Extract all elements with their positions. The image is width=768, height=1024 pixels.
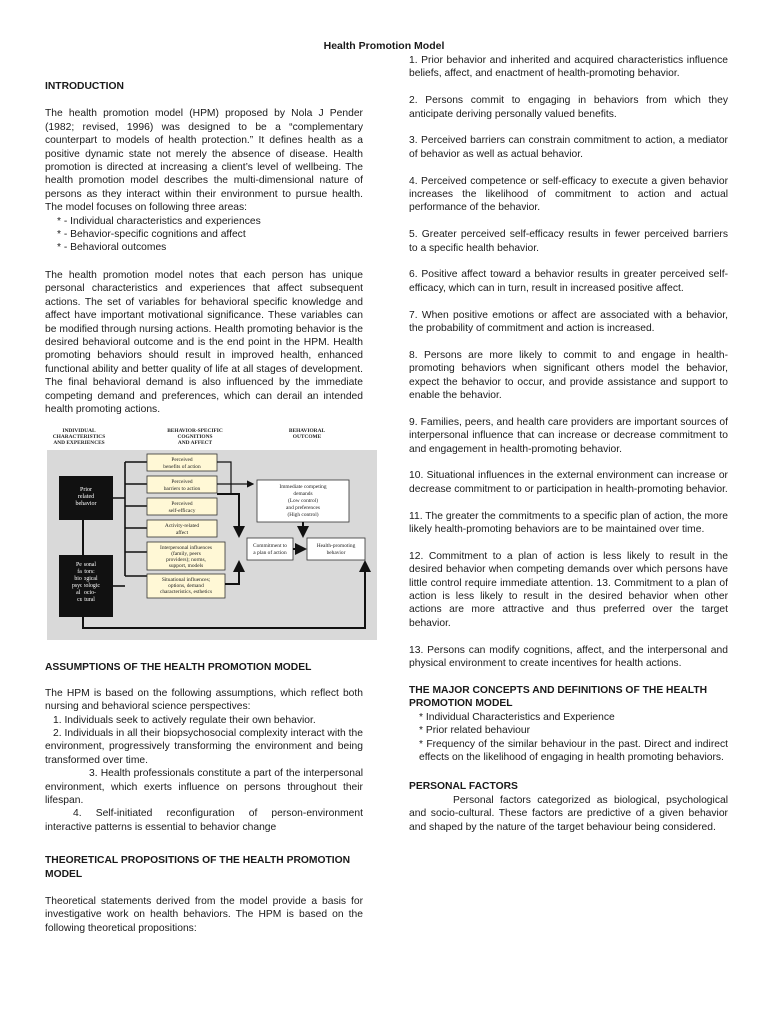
- diagram-col2-header: BEHAVIOR-SPECIFIC COGNITIONS AND AFFECT: [167, 428, 223, 447]
- introduction-heading: INTRODUCTION: [45, 81, 124, 92]
- proposition-item: 8. Persons are more likely to commit to and engage in health-promoting behaviors when significant others model the behavior, expect the behavior to occur, and provide assistance and support to enable the behavior.: [409, 349, 728, 402]
- commitment-box: [247, 538, 293, 560]
- proposition-item: 2. Persons commit to engaging in behaviors from which they anticipate deriving personally valued benefits.: [409, 95, 728, 120]
- proposition-item: 7. When positive emotions or affect are associated with a behavior, the probability of commitment and action is increased.: [409, 309, 728, 335]
- perceived-barriers-label: Perceived barriers to action: [163, 479, 201, 493]
- proposition-item: 9. Families, peers, and health care providers are important sources of interpersonal influence that can increase or decrease commitment to and engagement in health-promoting behavior.: [409, 416, 728, 455]
- personal-factors-heading: PERSONAL FACTORS: [409, 781, 518, 793]
- assumption-item: 2. Individuals in all their biopsychosocial complexity interact with the environment, progressively transforming the environment and being transformed over time.: [45, 727, 363, 766]
- situational-influences-label: Situational influences; options, demand characteristics, esthetics: [159, 577, 213, 596]
- concepts-list: [409, 711, 728, 765]
- assumption-item: 3. Health professionals constitute a part of the interpersonal environment, which exerts influence on persons throughout their lifespan.: [45, 768, 363, 806]
- proposition-item: 12. Commitment to a plan of action is less likely to result in the desired behavior when competing demands over which persons have little control require immediate attention. 13. Commitment to a plan of action is less likely to result in the desired behavior when other actions are more attractive and thus preferred over the target behavior.: [409, 550, 728, 629]
- focus-area-item: * - Behavioral outcomes: [57, 242, 167, 254]
- proposition-item: 4. Perceived competence or self-efficacy to execute a given behavior increases the likelihood of commitment to action and actual performance of the behavior.: [409, 175, 728, 214]
- health-promoting-behavior-label: Health-promoting behavior: [316, 543, 356, 557]
- model-paragraph: The health promotion model notes that each person has unique personal characteristics and experiences that affect subsequent actions. The set of variables for behavioral specific knowledge and affect have important motivational significance. These variables can be modified through nursing actions. Health promoting behavior is the desired behavioral outcome and is the end point in the HPM. Health promoting behaviors should result in improved health, enhanced functional ability and better quality of life at all stages of development. The final behavioral demand is also influenced by the immediate competing demand and preferences, which can derail an intended health promoting actions.: [45, 269, 363, 415]
- diagram-col3-header: BEHAVIORAL OUTCOME: [288, 428, 326, 441]
- assumption-item: 4. Self-initiated reconfiguration of person-environment interactive patterns is essential to behavior change: [45, 808, 363, 833]
- page-title: Health Promotion Model: [323, 40, 445, 52]
- prior-related-behavior-label: Prior related behavior: [75, 487, 97, 508]
- proposition-item: 1. Prior behavior and inherited and acquired characteristics influence beliefs, affect, and enactment of health-promoting behavior.: [409, 55, 728, 80]
- health-promotion-model-diagram: [43, 424, 381, 641]
- commitment-label: Commitment to a plan of action: [253, 543, 287, 557]
- proposition-item: 11. The greater the commitments to a specific plan of action, the more likely health-promoting behaviors are to be maintained over time.: [409, 510, 728, 536]
- assumptions-list: [45, 714, 363, 835]
- focus-areas-list: [45, 215, 363, 255]
- assumption-item: 1. Individuals seek to actively regulate their own behavior.: [53, 714, 316, 726]
- proposition-item: 3. Perceived barriers can constrain commitment to action, a mediator of behavior as well as actual behavior.: [409, 135, 728, 160]
- competing-demands-label: Immediate competing demands (Low control) and preferences (High control): [279, 484, 327, 519]
- assumptions-intro: The HPM is based on the following assumptions, which reflect both nursing and behavioral science perspectives:: [45, 687, 363, 713]
- left-column: [45, 54, 363, 935]
- propositions-heading: THEORETICAL PROPOSITIONS OF THE HEALTH PROMOTION MODEL: [45, 855, 351, 880]
- focus-area-item: * - Individual characteristics and experiences: [57, 215, 261, 227]
- focus-area-item: * - Behavior-specific cognitions and affect: [57, 229, 246, 241]
- concept-item: * Individual Characteristics and Experience: [419, 711, 615, 723]
- assumptions-heading: ASSUMPTIONS OF THE HEALTH PROMOTION MODEL: [45, 662, 312, 674]
- right-column: [409, 54, 728, 834]
- propositions-intro: Theoretical statements derived from the model provide a basis for investigative work on health behaviors. The HPM is based on the following theoretical propositions:: [45, 896, 363, 934]
- perceived-benefits-label: Perceived benefits of action: [163, 457, 201, 471]
- concept-item: * Frequency of the similar behaviour in the past. Direct and indirect effects on the likelihood of engaging in health promoting behaviors.: [419, 738, 728, 763]
- activity-related-affect-label: Activity-related affect: [164, 523, 200, 537]
- diagram-col1-header: INDIVIDUAL CHARACTERISTICS AND EXPERIENCES: [52, 428, 106, 447]
- proposition-item: 10. Situational influences in the external environment can increase or decrease commitment to or participation in health-promoting behavior.: [409, 470, 728, 495]
- proposition-item: 13. Persons can modify cognitions, affect, and the interpersonal and physical environment to create incentives for health actions.: [409, 644, 728, 670]
- concepts-heading: THE MAJOR CONCEPTS AND DEFINITIONS OF THE HEALTH PROMOTION MODEL: [409, 684, 708, 710]
- proposition-item: 5. Greater perceived self-efficacy results in fewer perceived barriers to a specific health behavior.: [409, 229, 728, 254]
- introduction-paragraph: The health promotion model (HPM) proposed by Nola J Pender (1982; revised, 1996) was designed to be a “complementary counterpart to models of health protection.” It defines health as a positive dynamic state not merely the absence of disease. Health promotion is directed at increasing a client’s level of wellbeing. The health promotion model describes the multi-dimensional nature of persons as they interact within their environment to pursue health. The model focuses on following three areas:: [45, 108, 363, 214]
- health-promoting-behavior-box: [307, 538, 365, 560]
- interpersonal-influences-label: Interpersonal influences (family, peers providers); norms, support, models: [160, 545, 212, 570]
- personal-factors-label: Personal factors: biological psychologic al socio-cultural: [71, 562, 101, 604]
- proposition-item: 6. Positive affect toward a behavior results in greater perceived self-efficacy, which can in turn, result in increased positive affect.: [409, 269, 728, 294]
- concept-item: * Prior related behaviour: [419, 725, 531, 737]
- personal-factors-paragraph: Personal factors categorized as biological, psychological and socio-cultural. These factors are predictive of a given behavior and shaped by the nature of the target behaviour being considered.: [409, 794, 728, 833]
- perceived-self-efficacy-label: Perceived self-efficacy: [168, 501, 196, 515]
